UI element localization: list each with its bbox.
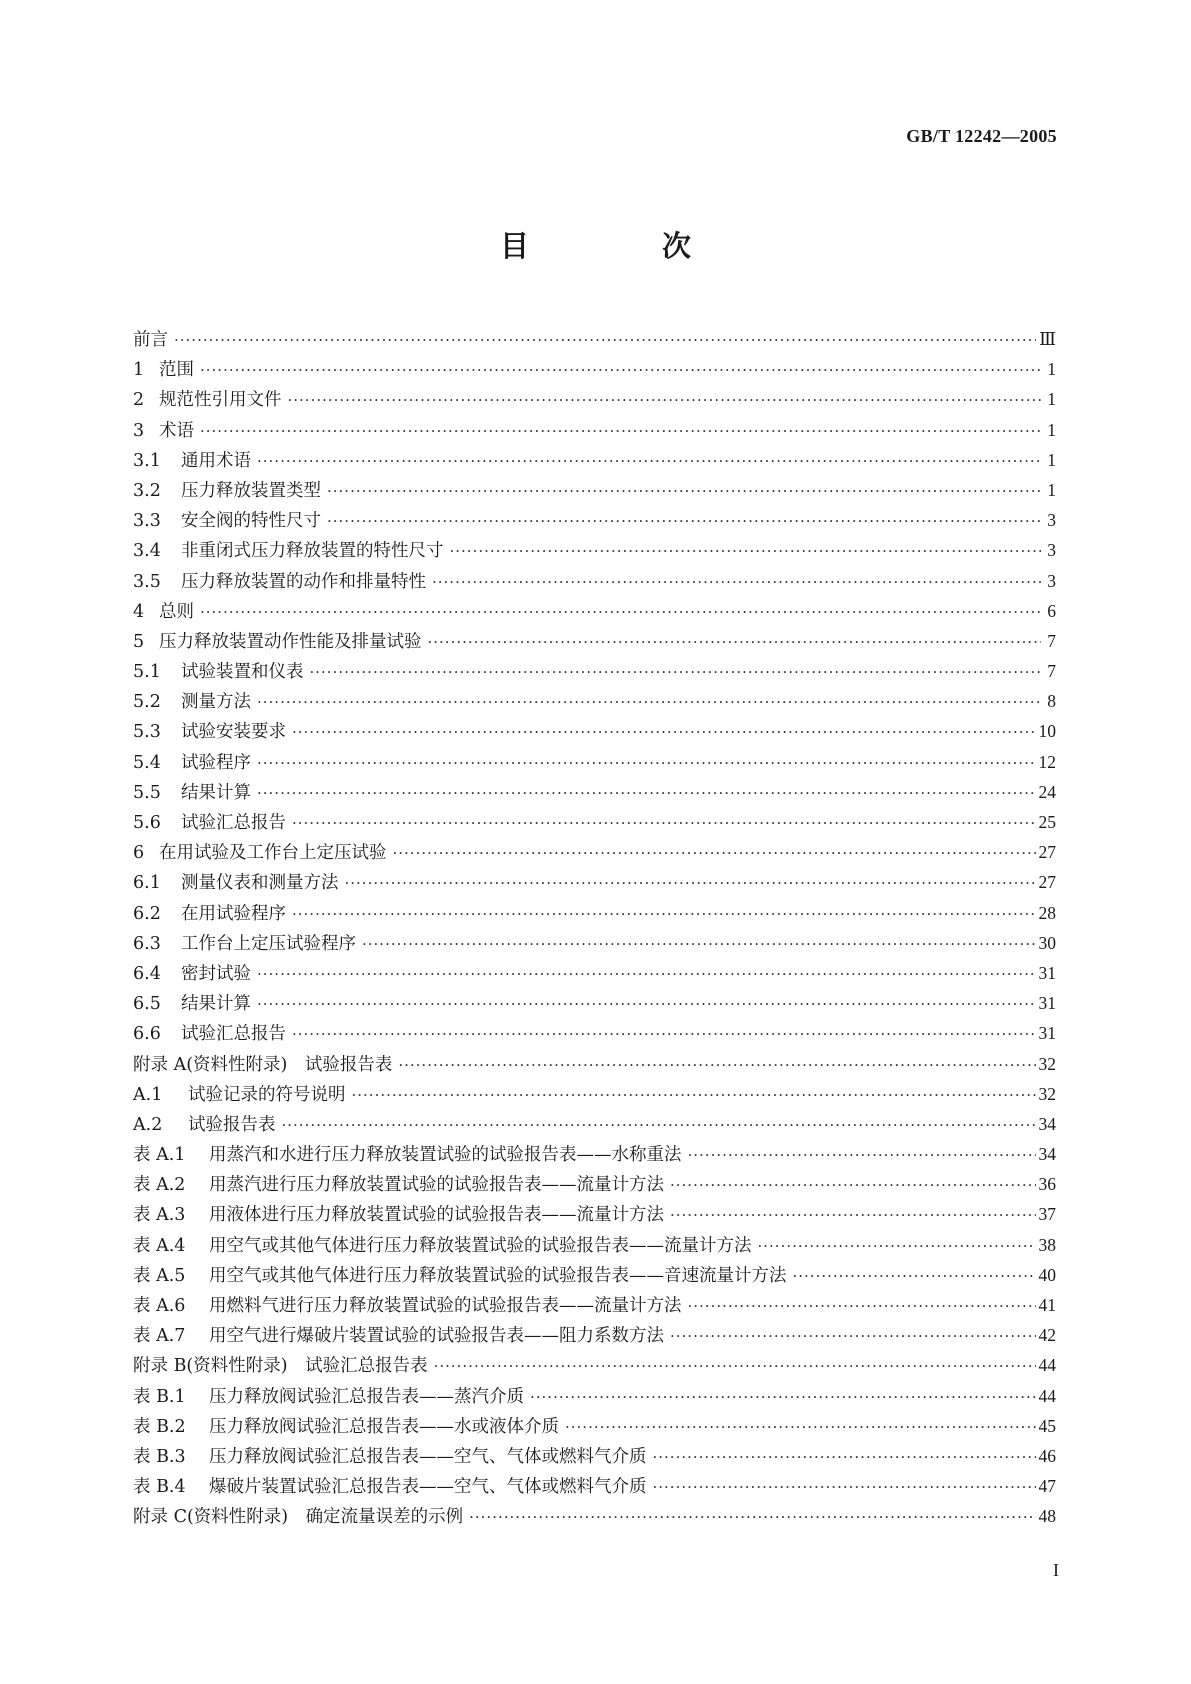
toc-entry-number: 6.3 [133, 933, 161, 954]
toc-entry[interactable] [133, 1292, 1056, 1322]
toc-dot-leader [345, 874, 1036, 892]
toc-entry[interactable] [133, 688, 1056, 718]
toc-entry-label: 总则 [159, 601, 194, 622]
toc-entry-label: 非重闭式压力释放装置的特性尺寸 [181, 541, 444, 562]
toc-entry[interactable] [133, 1141, 1056, 1171]
toc-entry-label: 安全阀的特性尺寸 [181, 511, 321, 532]
toc-entry-page: 1 [1047, 419, 1056, 440]
toc-entry-label: 测量方法 [181, 692, 251, 713]
toc-entry-label: 测量仪表和测量方法 [181, 873, 339, 894]
toc-entry-page: 1 [1047, 389, 1056, 410]
toc-entry-page: 24 [1038, 781, 1056, 802]
toc-entry-label: 试验记录的符号说明 [188, 1084, 346, 1105]
toc-entry[interactable] [133, 1111, 1056, 1141]
toc-entry-number: 3.3 [133, 511, 161, 532]
toc-entry-page: Ⅲ [1039, 329, 1056, 349]
toc-dot-leader [257, 784, 1036, 802]
toc-entry[interactable] [133, 839, 1056, 869]
toc-dot-leader [292, 1025, 1036, 1043]
toc-dot-leader [434, 1357, 1036, 1375]
toc-entry-label: 在用试验及工作台上定压试验 [159, 843, 387, 864]
toc-dot-leader [257, 965, 1036, 983]
toc-entry-page: 42 [1038, 1325, 1056, 1346]
toc-entry[interactable] [133, 960, 1056, 990]
toc-entry-page: 1 [1047, 449, 1056, 470]
toc-entry-label: 用液体进行压力释放装置试验的试验报告表——流量计方法 [209, 1205, 664, 1226]
toc-entry[interactable] [133, 779, 1056, 809]
toc-dot-leader [327, 512, 1041, 530]
toc-entry-number: 表 B.1 [133, 1386, 186, 1407]
toc-entry[interactable] [133, 628, 1056, 658]
toc-entry[interactable] [133, 598, 1056, 628]
toc-dot-leader [565, 1418, 1036, 1436]
toc-entry-number: 4 [133, 601, 145, 622]
toc-entry-label: 爆破片装置试验汇总报告表——空气、气体或燃料气介质 [209, 1477, 647, 1498]
toc-entry-number: 6.1 [133, 873, 161, 894]
toc-entry[interactable] [133, 900, 1056, 930]
toc-entry-page: 44 [1038, 1355, 1056, 1376]
toc-dot-leader [393, 844, 1036, 862]
toc-dot-leader [450, 542, 1042, 560]
toc-dot-leader [398, 1056, 1035, 1074]
table-of-contents [133, 326, 1056, 1534]
toc-entry-label: 密封试验 [181, 963, 251, 984]
toc-entry-number: 1 [133, 360, 145, 381]
toc-entry[interactable] [133, 1171, 1056, 1201]
toc-entry-label: 术语 [159, 420, 194, 441]
toc-entry-label: 在用试验程序 [181, 903, 286, 924]
toc-entry[interactable] [133, 417, 1056, 447]
toc-entry-page: 47 [1038, 1476, 1056, 1497]
toc-entry-number: 2 [133, 390, 145, 411]
toc-dot-leader [428, 633, 1042, 651]
toc-entry[interactable] [133, 386, 1056, 416]
toc-entry[interactable] [133, 1443, 1056, 1473]
toc-dot-leader [292, 723, 1036, 741]
toc-entry-page: 32 [1038, 1083, 1056, 1104]
toc-entry-page: 48 [1038, 1506, 1056, 1527]
toc-entry-page: 27 [1038, 842, 1056, 863]
toc-entry[interactable] [133, 447, 1056, 477]
toc-entry-label: 用空气进行爆破片装置试验的试验报告表——阻力系数方法 [209, 1326, 664, 1347]
toc-entry-label: 试验报告表 [188, 1114, 276, 1135]
toc-entry-number: 3.1 [133, 450, 161, 471]
toc-dot-leader [292, 905, 1036, 923]
toc-entry-page: 37 [1038, 1204, 1056, 1225]
toc-entry-label: 用蒸汽和水进行压力释放装置试验的试验报告表——水称重法 [209, 1145, 682, 1166]
toc-entry-number: 5.5 [133, 782, 161, 803]
toc-entry-label: 试验汇总报告 [181, 1024, 286, 1045]
toc-entry-page: 1 [1047, 359, 1056, 380]
toc-entry-page: 1 [1047, 479, 1056, 500]
toc-entry-label: 试验装置和仪表 [181, 662, 304, 683]
toc-entry-page: 31 [1038, 962, 1056, 983]
toc-entry-page: 28 [1038, 902, 1056, 923]
toc-entry[interactable] [133, 1081, 1056, 1111]
toc-entry[interactable] [133, 990, 1056, 1020]
toc-dot-leader [200, 422, 1041, 440]
toc-entry-page: 10 [1038, 721, 1056, 742]
toc-entry-page: 36 [1038, 1174, 1056, 1195]
toc-entry-label: 结果计算 [181, 782, 251, 803]
toc-entry-label: 压力释放装置动作性能及排量试验 [159, 631, 422, 652]
toc-entry[interactable] [133, 507, 1056, 537]
toc-entry-page: 30 [1038, 932, 1056, 953]
toc-entry[interactable] [133, 749, 1056, 779]
toc-entry-number: 5.6 [133, 813, 161, 833]
toc-dot-leader [670, 1176, 1036, 1194]
toc-entry-number: 6.4 [133, 963, 161, 984]
toc-dot-leader [288, 391, 1042, 409]
toc-entry-page: 7 [1047, 630, 1056, 651]
toc-entry-page: 44 [1038, 1385, 1056, 1406]
toc-dot-leader [653, 1448, 1036, 1466]
toc-entry-label: 压力释放阀试验汇总报告表——水或液体介质 [209, 1416, 559, 1437]
toc-entry-page: 40 [1038, 1264, 1056, 1285]
toc-dot-leader [174, 331, 1036, 349]
toc-entry[interactable] [133, 1322, 1056, 1352]
toc-entry[interactable] [133, 568, 1056, 598]
toc-entry-page: 25 [1038, 812, 1056, 832]
toc-dot-leader [257, 754, 1036, 772]
toc-dot-leader [670, 1327, 1036, 1345]
toc-entry-page: 34 [1038, 1144, 1056, 1165]
toc-entry-label: 通用术语 [181, 450, 251, 471]
toc-entry-number: 表 A.7 [133, 1326, 186, 1347]
toc-dot-leader [282, 1116, 1036, 1134]
toc-entry-label: 压力释放装置类型 [181, 480, 321, 501]
toc-entry-page: 46 [1038, 1445, 1056, 1466]
toc-entry[interactable] [133, 1413, 1056, 1443]
toc-entry-number: 3 [133, 420, 145, 441]
toc-entry-number: 5.1 [133, 662, 161, 683]
toc-dot-leader [257, 995, 1036, 1013]
toc-dot-leader [200, 603, 1041, 621]
toc-entry-number: 5.2 [133, 692, 161, 713]
toc-entry[interactable] [133, 809, 1056, 839]
toc-entry[interactable] [133, 1232, 1056, 1262]
toc-dot-leader [793, 1267, 1036, 1285]
toc-entry-page: 38 [1038, 1234, 1056, 1255]
toc-entry-label: 附录 A(资料性附录) 试验报告表 [133, 1054, 393, 1075]
toc-entry-number: 表 A.2 [133, 1175, 186, 1196]
toc-entry-number: 表 A.3 [133, 1205, 186, 1226]
toc-entry-page: 41 [1038, 1295, 1056, 1315]
toc-dot-leader [758, 1237, 1036, 1255]
toc-dot-leader [688, 1146, 1036, 1164]
toc-dot-leader [257, 452, 1041, 470]
toc-entry-page: 12 [1038, 751, 1056, 772]
toc-entry-number: 5.3 [133, 722, 161, 743]
toc-entry-page: 7 [1047, 661, 1056, 682]
toc-entry-number: 6.2 [133, 903, 161, 924]
toc-entry-label: 附录 C(资料性附录) 确定流量误差的示例 [133, 1507, 464, 1528]
toc-entry-number: 表 A.6 [133, 1296, 186, 1316]
toc-entry-number: 3.2 [133, 480, 161, 501]
toc-entry-label: 用蒸汽进行压力释放装置试验的试验报告表——流量计方法 [209, 1175, 664, 1196]
page-folio: I [1053, 1560, 1059, 1580]
toc-entry-page: 27 [1038, 872, 1056, 893]
toc-entry[interactable] [133, 1503, 1056, 1533]
toc-entry-page: 31 [1038, 1023, 1056, 1044]
toc-entry[interactable] [133, 718, 1056, 748]
toc-entry-number: 表 B.4 [133, 1477, 186, 1498]
toc-dot-leader [653, 1478, 1036, 1496]
toc-entry[interactable] [133, 1020, 1056, 1050]
toc-dot-leader [530, 1388, 1036, 1406]
toc-dot-leader [292, 814, 1036, 832]
toc-entry-label: 压力释放阀试验汇总报告表——蒸汽介质 [209, 1386, 524, 1407]
toc-entry-page: 45 [1038, 1415, 1056, 1436]
toc-entry-number: 表 A.5 [133, 1265, 186, 1286]
page-title: 目 次 [499, 229, 743, 263]
toc-entry-label: 试验安装要求 [181, 722, 286, 743]
toc-entry-label: 压力释放装置的动作和排量特性 [181, 571, 426, 592]
toc-entry-page: 8 [1047, 691, 1056, 712]
toc-entry-page: 32 [1038, 1053, 1056, 1074]
toc-entry-page: 3 [1047, 570, 1056, 591]
standard-number: GB/T 12242—2005 [906, 126, 1057, 146]
toc-entry-number: 6.6 [133, 1024, 161, 1045]
toc-entry-label: 用燃料气进行压力释放装置试验的试验报告表——流量计方法 [209, 1296, 682, 1316]
toc-entry-number: 表 A.1 [133, 1145, 186, 1166]
toc-entry-label: 试验程序 [181, 752, 251, 773]
toc-entry-number: 3.5 [133, 571, 161, 592]
toc-entry-number: 表 B.2 [133, 1416, 186, 1437]
toc-entry-label: 结果计算 [181, 994, 251, 1015]
toc-dot-leader [257, 693, 1041, 711]
toc-entry[interactable] [133, 1352, 1056, 1382]
toc-dot-leader [432, 573, 1041, 591]
toc-entry-number: 5.4 [133, 752, 161, 773]
toc-entry-number: 表 B.3 [133, 1446, 186, 1467]
toc-entry-label: 压力释放阀试验汇总报告表——空气、气体或燃料气介质 [209, 1446, 647, 1467]
toc-entry-label: 规范性引用文件 [159, 390, 282, 411]
toc-entry[interactable] [133, 869, 1056, 899]
toc-entry[interactable] [133, 1201, 1056, 1231]
toc-entry-label: 试验汇总报告 [181, 813, 286, 833]
toc-entry-number: 6 [133, 843, 145, 864]
toc-entry-label: 用空气或其他气体进行压力释放装置试验的试验报告表——音速流量计方法 [209, 1265, 787, 1286]
toc-dot-leader [362, 935, 1036, 953]
toc-entry-number: 3.4 [133, 541, 161, 562]
toc-entry-label: 工作台上定压试验程序 [181, 933, 356, 954]
toc-dot-leader [327, 482, 1041, 500]
toc-entry[interactable] [133, 930, 1056, 960]
toc-entry[interactable] [133, 1473, 1056, 1503]
toc-dot-leader [688, 1297, 1036, 1315]
toc-entry-label: 前言 [133, 330, 168, 350]
toc-entry-page: 6 [1047, 600, 1056, 621]
toc-dot-leader [352, 1086, 1036, 1104]
toc-entry-label: 附录 B(资料性附录) 试验汇总报告表 [133, 1356, 428, 1377]
toc-entry-number: A.2 [133, 1114, 163, 1135]
toc-dot-leader [310, 663, 1042, 681]
toc-entry-number: 5 [133, 631, 145, 652]
toc-entry-label: 范围 [159, 360, 194, 381]
toc-dot-leader [469, 1508, 1035, 1526]
toc-entry[interactable] [133, 326, 1056, 356]
toc-entry-page: 34 [1038, 1113, 1056, 1134]
toc-entry-label: 用空气或其他气体进行压力释放装置试验的试验报告表——流量计方法 [209, 1235, 752, 1256]
toc-entry[interactable] [133, 1383, 1056, 1413]
toc-entry-number: 表 A.4 [133, 1235, 186, 1256]
toc-dot-leader [670, 1206, 1036, 1224]
toc-entry-page: 3 [1047, 540, 1056, 561]
toc-entry-page: 3 [1047, 510, 1056, 531]
toc-entry[interactable] [133, 1262, 1056, 1292]
toc-entry[interactable] [133, 537, 1056, 567]
toc-entry[interactable] [133, 658, 1056, 688]
toc-entry-page: 31 [1038, 993, 1056, 1014]
toc-entry-number: A.1 [133, 1084, 163, 1105]
toc-entry[interactable] [133, 477, 1056, 507]
toc-entry[interactable] [133, 356, 1056, 386]
toc-entry[interactable] [133, 1051, 1056, 1081]
toc-dot-leader [200, 361, 1041, 379]
toc-entry-number: 6.5 [133, 994, 161, 1015]
